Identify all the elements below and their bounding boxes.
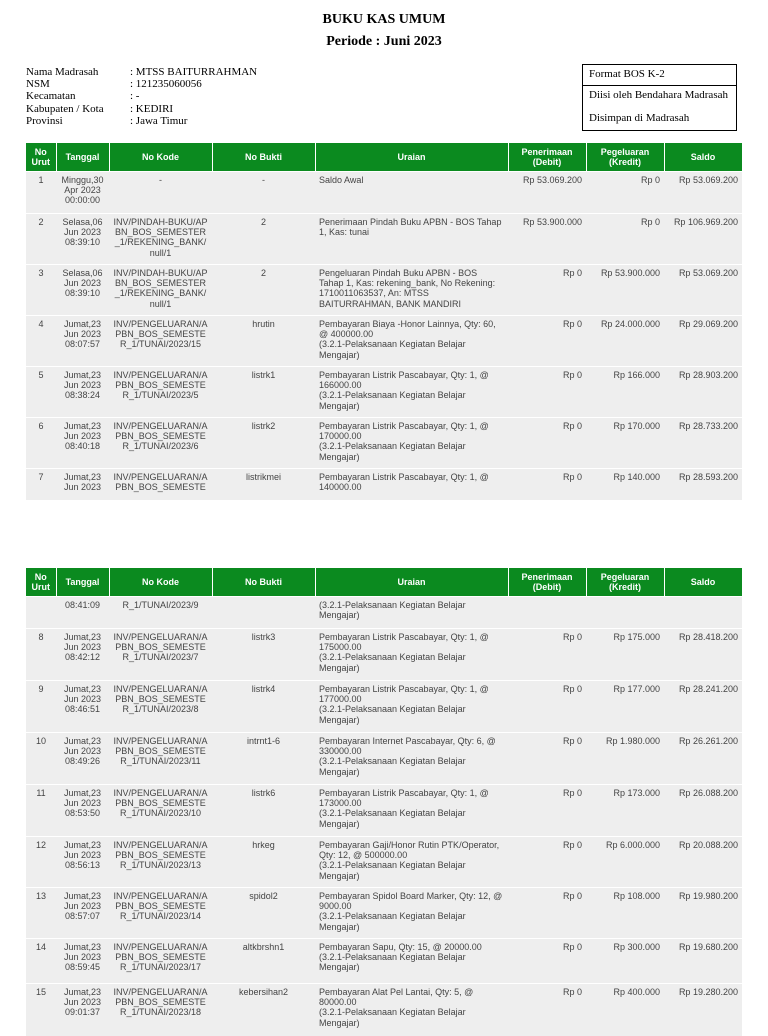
cell-kode: INV/PENGELUARAN/A PBN_BOS_SEMESTE R_1/TUNAI/2023/17 — [109, 939, 212, 984]
cell-debit: Rp 0 — [508, 681, 586, 733]
table-row — [26, 316, 742, 367]
cell-bukti: listrk4 — [212, 681, 315, 733]
cell-uraian: Pembayaran Listrik Pascabayar, Qty: 1, @ 175000.00 (3.2.1-Pelaksanaan Kegiatan Belajar Mengajar) — [315, 629, 508, 681]
cell-tanggal: Jumat,23 Jun 2023 08:49:26 — [56, 733, 109, 785]
cell-bukti: listrk3 — [212, 629, 315, 681]
cell-bukti: hrutin — [212, 316, 315, 367]
cell-bukti: 2 — [212, 214, 315, 265]
cell-debit: Rp 0 — [508, 367, 586, 418]
cell-kredit: Rp 6.000.000 — [586, 837, 664, 888]
cell-tanggal: 08:41:09 — [56, 597, 109, 629]
cell-uraian: Pembayaran Internet Pascabayar, Qty: 6, @ 330000.00 (3.2.1-Pelaksanaan Kegiatan Belajar Mengajar) — [315, 733, 508, 785]
cell-kredit: Rp 177.000 — [586, 681, 664, 733]
info-row — [26, 103, 257, 115]
cell-debit: Rp 0 — [508, 733, 586, 785]
cell-bukti: kebersihan2 — [212, 984, 315, 1036]
cell-uraian: Pembayaran Listrik Pascabayar, Qty: 1, @ 140000.00 — [315, 469, 508, 500]
cell-tanggal: Jumat,23 Jun 2023 08:56:13 — [56, 837, 109, 888]
cell-debit: Rp 0 — [508, 265, 586, 316]
cell-uraian: (3.2.1-Pelaksanaan Kegiatan Belajar Mengajar) — [315, 597, 508, 629]
header-no-bukti: No Bukti — [212, 143, 315, 172]
cell-no: 8 — [26, 629, 56, 681]
info-label: Provinsi — [26, 114, 63, 127]
cell-kode: INV/PENGELUARAN/A PBN_BOS_SEMESTE R_1/TUNAI/2023/7 — [109, 629, 212, 681]
cell-no: 5 — [26, 367, 56, 418]
info-label: Kabupaten / Kota — [26, 102, 104, 115]
header-uraian: Uraian — [315, 143, 508, 172]
cell-saldo: Rp 106.969.200 — [664, 214, 742, 265]
cell-debit: Rp 0 — [508, 469, 586, 500]
cell-uraian: Pembayaran Listrik Pascabayar, Qty: 1, @ 170000.00 (3.2.1-Pelaksanaan Kegiatan Belajar Mengajar) — [315, 418, 508, 469]
table-row — [26, 172, 742, 214]
table-body — [26, 597, 742, 1036]
format-code: Format BOS K-2 — [583, 65, 736, 86]
table-row — [26, 597, 742, 629]
cell-bukti: - — [212, 172, 315, 214]
info-label: Kecamatan — [26, 90, 76, 103]
cell-no: 14 — [26, 939, 56, 984]
cell-kode: INV/PENGELUARAN/A PBN_BOS_SEMESTE R_1/TUNAI/2023/10 — [109, 785, 212, 837]
cell-kredit: Rp 173.000 — [586, 785, 664, 837]
header-saldo: Saldo — [664, 143, 742, 172]
cell-bukti — [212, 597, 315, 629]
table-row — [26, 785, 742, 837]
cell-no: 11 — [26, 785, 56, 837]
cell-bukti: listrk2 — [212, 418, 315, 469]
cell-kode: INV/PENGELUARAN/A PBN_BOS_SEMESTE R_1/TUNAI/2023/6 — [109, 418, 212, 469]
table-row — [26, 265, 742, 316]
cash-ledger-table — [26, 143, 743, 500]
cell-saldo: Rp 53.069.200 — [664, 265, 742, 316]
cell-kode: INV/PENGELUARAN/A PBN_BOS_SEMESTE — [109, 469, 212, 500]
table-header — [26, 568, 742, 597]
header-uraian: Uraian — [315, 568, 508, 597]
header-pengeluaran: Pegeluaran (Kredit) — [586, 143, 664, 172]
cell-saldo: Rp 19.680.200 — [664, 939, 742, 984]
cell-kode: INV/PENGELUARAN/A PBN_BOS_SEMESTE R_1/TUNAI/2023/15 — [109, 316, 212, 367]
cell-uraian: Penerimaan Pindah Buku APBN - BOS Tahap 1, Kas: tunai — [315, 214, 508, 265]
info-row — [26, 78, 257, 90]
cell-kredit: Rp 1.980.000 — [586, 733, 664, 785]
cell-kredit: Rp 0 — [586, 172, 664, 214]
table-row — [26, 837, 742, 888]
cell-uraian: Pembayaran Biaya -Honor Lainnya, Qty: 60, @ 400000.00 (3.2.1-Pelaksanaan Kegiatan Belajar Mengajar) — [315, 316, 508, 367]
report-title: BUKU KAS UMUM — [322, 12, 446, 27]
table-row — [26, 214, 742, 265]
cell-uraian: Pembayaran Sapu, Qty: 15, @ 20000.00 (3.2.1-Pelaksanaan Kegiatan Belajar Mengajar) — [315, 939, 508, 984]
cell-saldo: Rp 28.241.200 — [664, 681, 742, 733]
table-row — [26, 469, 742, 500]
cell-kredit: Rp 0 — [586, 214, 664, 265]
cell-bukti: hrkeg — [212, 837, 315, 888]
header-penerimaan: Penerimaan (Debit) — [508, 568, 586, 597]
cell-no: 3 — [26, 265, 56, 316]
cell-no: 1 — [26, 172, 56, 214]
cell-tanggal: Selasa,06 Jun 2023 08:39:10 — [56, 265, 109, 316]
cell-saldo: Rp 29.069.200 — [664, 316, 742, 367]
cell-kode: - — [109, 172, 212, 214]
cell-saldo: Rp 26.261.200 — [664, 733, 742, 785]
cell-tanggal: Jumat,23 Jun 2023 08:46:51 — [56, 681, 109, 733]
cell-saldo: Rp 53.069.200 — [664, 172, 742, 214]
cell-uraian: Pembayaran Listrik Pascabayar, Qty: 1, @ 173000.00 (3.2.1-Pelaksanaan Kegiatan Belajar Mengajar) — [315, 785, 508, 837]
table-header — [26, 143, 742, 172]
cell-saldo — [664, 597, 742, 629]
header-penerimaan: Penerimaan (Debit) — [508, 143, 586, 172]
header-saldo: Saldo — [664, 568, 742, 597]
cell-saldo: Rp 19.280.200 — [664, 984, 742, 1036]
cell-debit: Rp 0 — [508, 837, 586, 888]
cell-debit: Rp 0 — [508, 888, 586, 939]
cell-kode: INV/PENGELUARAN/A PBN_BOS_SEMESTE R_1/TUNAI/2023/18 — [109, 984, 212, 1036]
cell-uraian: Pengeluaran Pindah Buku APBN - BOS Tahap 1, Kas: rekening_bank, No Rekening: 1710011063537, An: MTSS BAITURRAHMAN, BANK MANDIRI — [315, 265, 508, 316]
cell-saldo: Rp 28.903.200 — [664, 367, 742, 418]
table-row — [26, 888, 742, 939]
cell-kode: INV/PENGELUARAN/A PBN_BOS_SEMESTE R_1/TUNAI/2023/11 — [109, 733, 212, 785]
cell-bukti: intrnt1-6 — [212, 733, 315, 785]
cell-kredit: Rp 170.000 — [586, 418, 664, 469]
header-tanggal: Tanggal — [56, 568, 109, 597]
info-value: : Jawa Timur — [130, 114, 188, 127]
cell-saldo: Rp 19.980.200 — [664, 888, 742, 939]
header-tanggal: Tanggal — [56, 143, 109, 172]
cell-uraian: Pembayaran Alat Pel Lantai, Qty: 5, @ 80000.00 (3.2.1-Pelaksanaan Kegiatan Belajar Mengajar) — [315, 984, 508, 1036]
cell-debit: Rp 0 — [508, 785, 586, 837]
cell-tanggal: Jumat,23 Jun 2023 08:53:50 — [56, 785, 109, 837]
table-row — [26, 984, 742, 1036]
cell-kredit: Rp 400.000 — [586, 984, 664, 1036]
cell-no — [26, 597, 56, 629]
cell-kode: INV/PINDAH-BUKU/AP BN_BOS_SEMESTER _1/REKENING_BANK/ null/1 — [109, 214, 212, 265]
table-row — [26, 681, 742, 733]
info-row — [26, 115, 257, 127]
cell-bukti: spidol2 — [212, 888, 315, 939]
cell-saldo: Rp 26.088.200 — [664, 785, 742, 837]
cell-kredit — [586, 597, 664, 629]
cell-kode: INV/PINDAH-BUKU/AP BN_BOS_SEMESTER _1/REKENING_BANK/ null/1 — [109, 265, 212, 316]
cell-tanggal: Jumat,23 Jun 2023 08:42:12 — [56, 629, 109, 681]
report-period: Periode : Juni 2023 — [326, 34, 442, 49]
cell-bukti: listrk1 — [212, 367, 315, 418]
info-row — [26, 66, 257, 78]
header-no-kode: No Kode — [109, 143, 212, 172]
cell-no: 10 — [26, 733, 56, 785]
cell-tanggal: Jumat,23 Jun 2023 08:40:18 — [56, 418, 109, 469]
cell-no: 2 — [26, 214, 56, 265]
cell-tanggal: Jumat,23 Jun 2023 09:01:37 — [56, 984, 109, 1036]
info-value: : 121235060056 — [130, 78, 202, 91]
header-no-urut: No Urut — [26, 143, 56, 172]
info-label: NSM — [26, 78, 50, 91]
cell-debit: Rp 53.900.000 — [508, 214, 586, 265]
cell-tanggal: Jumat,23 Jun 2023 08:07:57 — [56, 316, 109, 367]
info-row — [26, 90, 257, 102]
info-value: : MTSS BAITURRAHMAN — [130, 66, 258, 78]
table-row — [26, 418, 742, 469]
header-no-kode: No Kode — [109, 568, 212, 597]
cell-uraian: Saldo Awal — [315, 172, 508, 214]
cell-kode: INV/PENGELUARAN/A PBN_BOS_SEMESTE R_1/TUNAI/2023/13 — [109, 837, 212, 888]
cell-tanggal: Jumat,23 Jun 2023 08:57:07 — [56, 888, 109, 939]
table-row — [26, 367, 742, 418]
cell-no: 9 — [26, 681, 56, 733]
cell-kredit: Rp 108.000 — [586, 888, 664, 939]
cell-saldo: Rp 28.593.200 — [664, 469, 742, 500]
info-value: : KEDIRI — [130, 102, 174, 115]
cell-kode: INV/PENGELUARAN/A PBN_BOS_SEMESTE R_1/TUNAI/2023/14 — [109, 888, 212, 939]
info-label: Nama Madrasah — [26, 66, 99, 78]
cell-kode: INV/PENGELUARAN/A PBN_BOS_SEMESTE R_1/TUNAI/2023/8 — [109, 681, 212, 733]
cell-bukti: altkbrshn1 — [212, 939, 315, 984]
cell-tanggal: Minggu,30 Apr 2023 00:00:00 — [56, 172, 109, 214]
cell-debit: Rp 0 — [508, 418, 586, 469]
cell-bukti: listrk6 — [212, 785, 315, 837]
table-body — [26, 172, 742, 500]
info-value: : - — [130, 90, 140, 103]
table-row — [26, 939, 742, 984]
table-row — [26, 629, 742, 681]
cell-kredit: Rp 175.000 — [586, 629, 664, 681]
cell-uraian: Pembayaran Gaji/Honor Rutin PTK/Operator, Qty: 12, @ 500000.00 (3.2.1-Pelaksanaan Kegiatan Belajar Mengajar) — [315, 837, 508, 888]
cell-tanggal: Selasa,06 Jun 2023 08:39:10 — [56, 214, 109, 265]
cell-no: 15 — [26, 984, 56, 1036]
cell-no: 13 — [26, 888, 56, 939]
cell-kredit: Rp 300.000 — [586, 939, 664, 984]
cell-no: 4 — [26, 316, 56, 367]
cell-saldo: Rp 20.088.200 — [664, 837, 742, 888]
cell-saldo: Rp 28.733.200 — [664, 418, 742, 469]
cell-kredit: Rp 166.000 — [586, 367, 664, 418]
cell-debit: Rp 0 — [508, 984, 586, 1036]
cell-tanggal: Jumat,23 Jun 2023 08:38:24 — [56, 367, 109, 418]
cell-debit: Rp 0 — [508, 316, 586, 367]
cell-uraian: Pembayaran Listrik Pascabayar, Qty: 1, @ 166000.00 (3.2.1-Pelaksanaan Kegiatan Belajar Mengajar) — [315, 367, 508, 418]
cell-uraian: Pembayaran Listrik Pascabayar, Qty: 1, @ 177000.00 (3.2.1-Pelaksanaan Kegiatan Belajar Mengajar) — [315, 681, 508, 733]
cell-kode: INV/PENGELUARAN/A PBN_BOS_SEMESTE R_1/TUNAI/2023/5 — [109, 367, 212, 418]
cell-saldo: Rp 28.418.200 — [664, 629, 742, 681]
cell-bukti: 2 — [212, 265, 315, 316]
format-box — [582, 64, 737, 131]
cash-ledger-table-continued — [26, 568, 743, 1036]
cell-debit: Rp 0 — [508, 939, 586, 984]
cell-kredit: Rp 53.900.000 — [586, 265, 664, 316]
cell-tanggal: Jumat,23 Jun 2023 08:59:45 — [56, 939, 109, 984]
cell-no: 6 — [26, 418, 56, 469]
format-stored-at: Disimpan di Madrasah — [589, 112, 690, 124]
cell-debit: Rp 0 — [508, 629, 586, 681]
cell-kredit: Rp 140.000 — [586, 469, 664, 500]
table-row — [26, 733, 742, 785]
cell-bukti: listrikmei — [212, 469, 315, 500]
cell-tanggal: Jumat,23 Jun 2023 — [56, 469, 109, 500]
cell-debit: Rp 53.069.200 — [508, 172, 586, 214]
header-no-urut: No Urut — [26, 568, 56, 597]
cell-no: 12 — [26, 837, 56, 888]
cell-debit — [508, 597, 586, 629]
cell-uraian: Pembayaran Spidol Board Marker, Qty: 12, @ 9000.00 (3.2.1-Pelaksanaan Kegiatan Belajar Mengajar) — [315, 888, 508, 939]
cell-kode: R_1/TUNAI/2023/9 — [109, 597, 212, 629]
school-info — [26, 66, 257, 127]
header-pengeluaran: Pegeluaran (Kredit) — [586, 568, 664, 597]
cell-no: 7 — [26, 469, 56, 500]
cell-kredit: Rp 24.000.000 — [586, 316, 664, 367]
format-filled-by: Diisi oleh Bendahara Madrasah — [589, 89, 728, 101]
header-no-bukti: No Bukti — [212, 568, 315, 597]
